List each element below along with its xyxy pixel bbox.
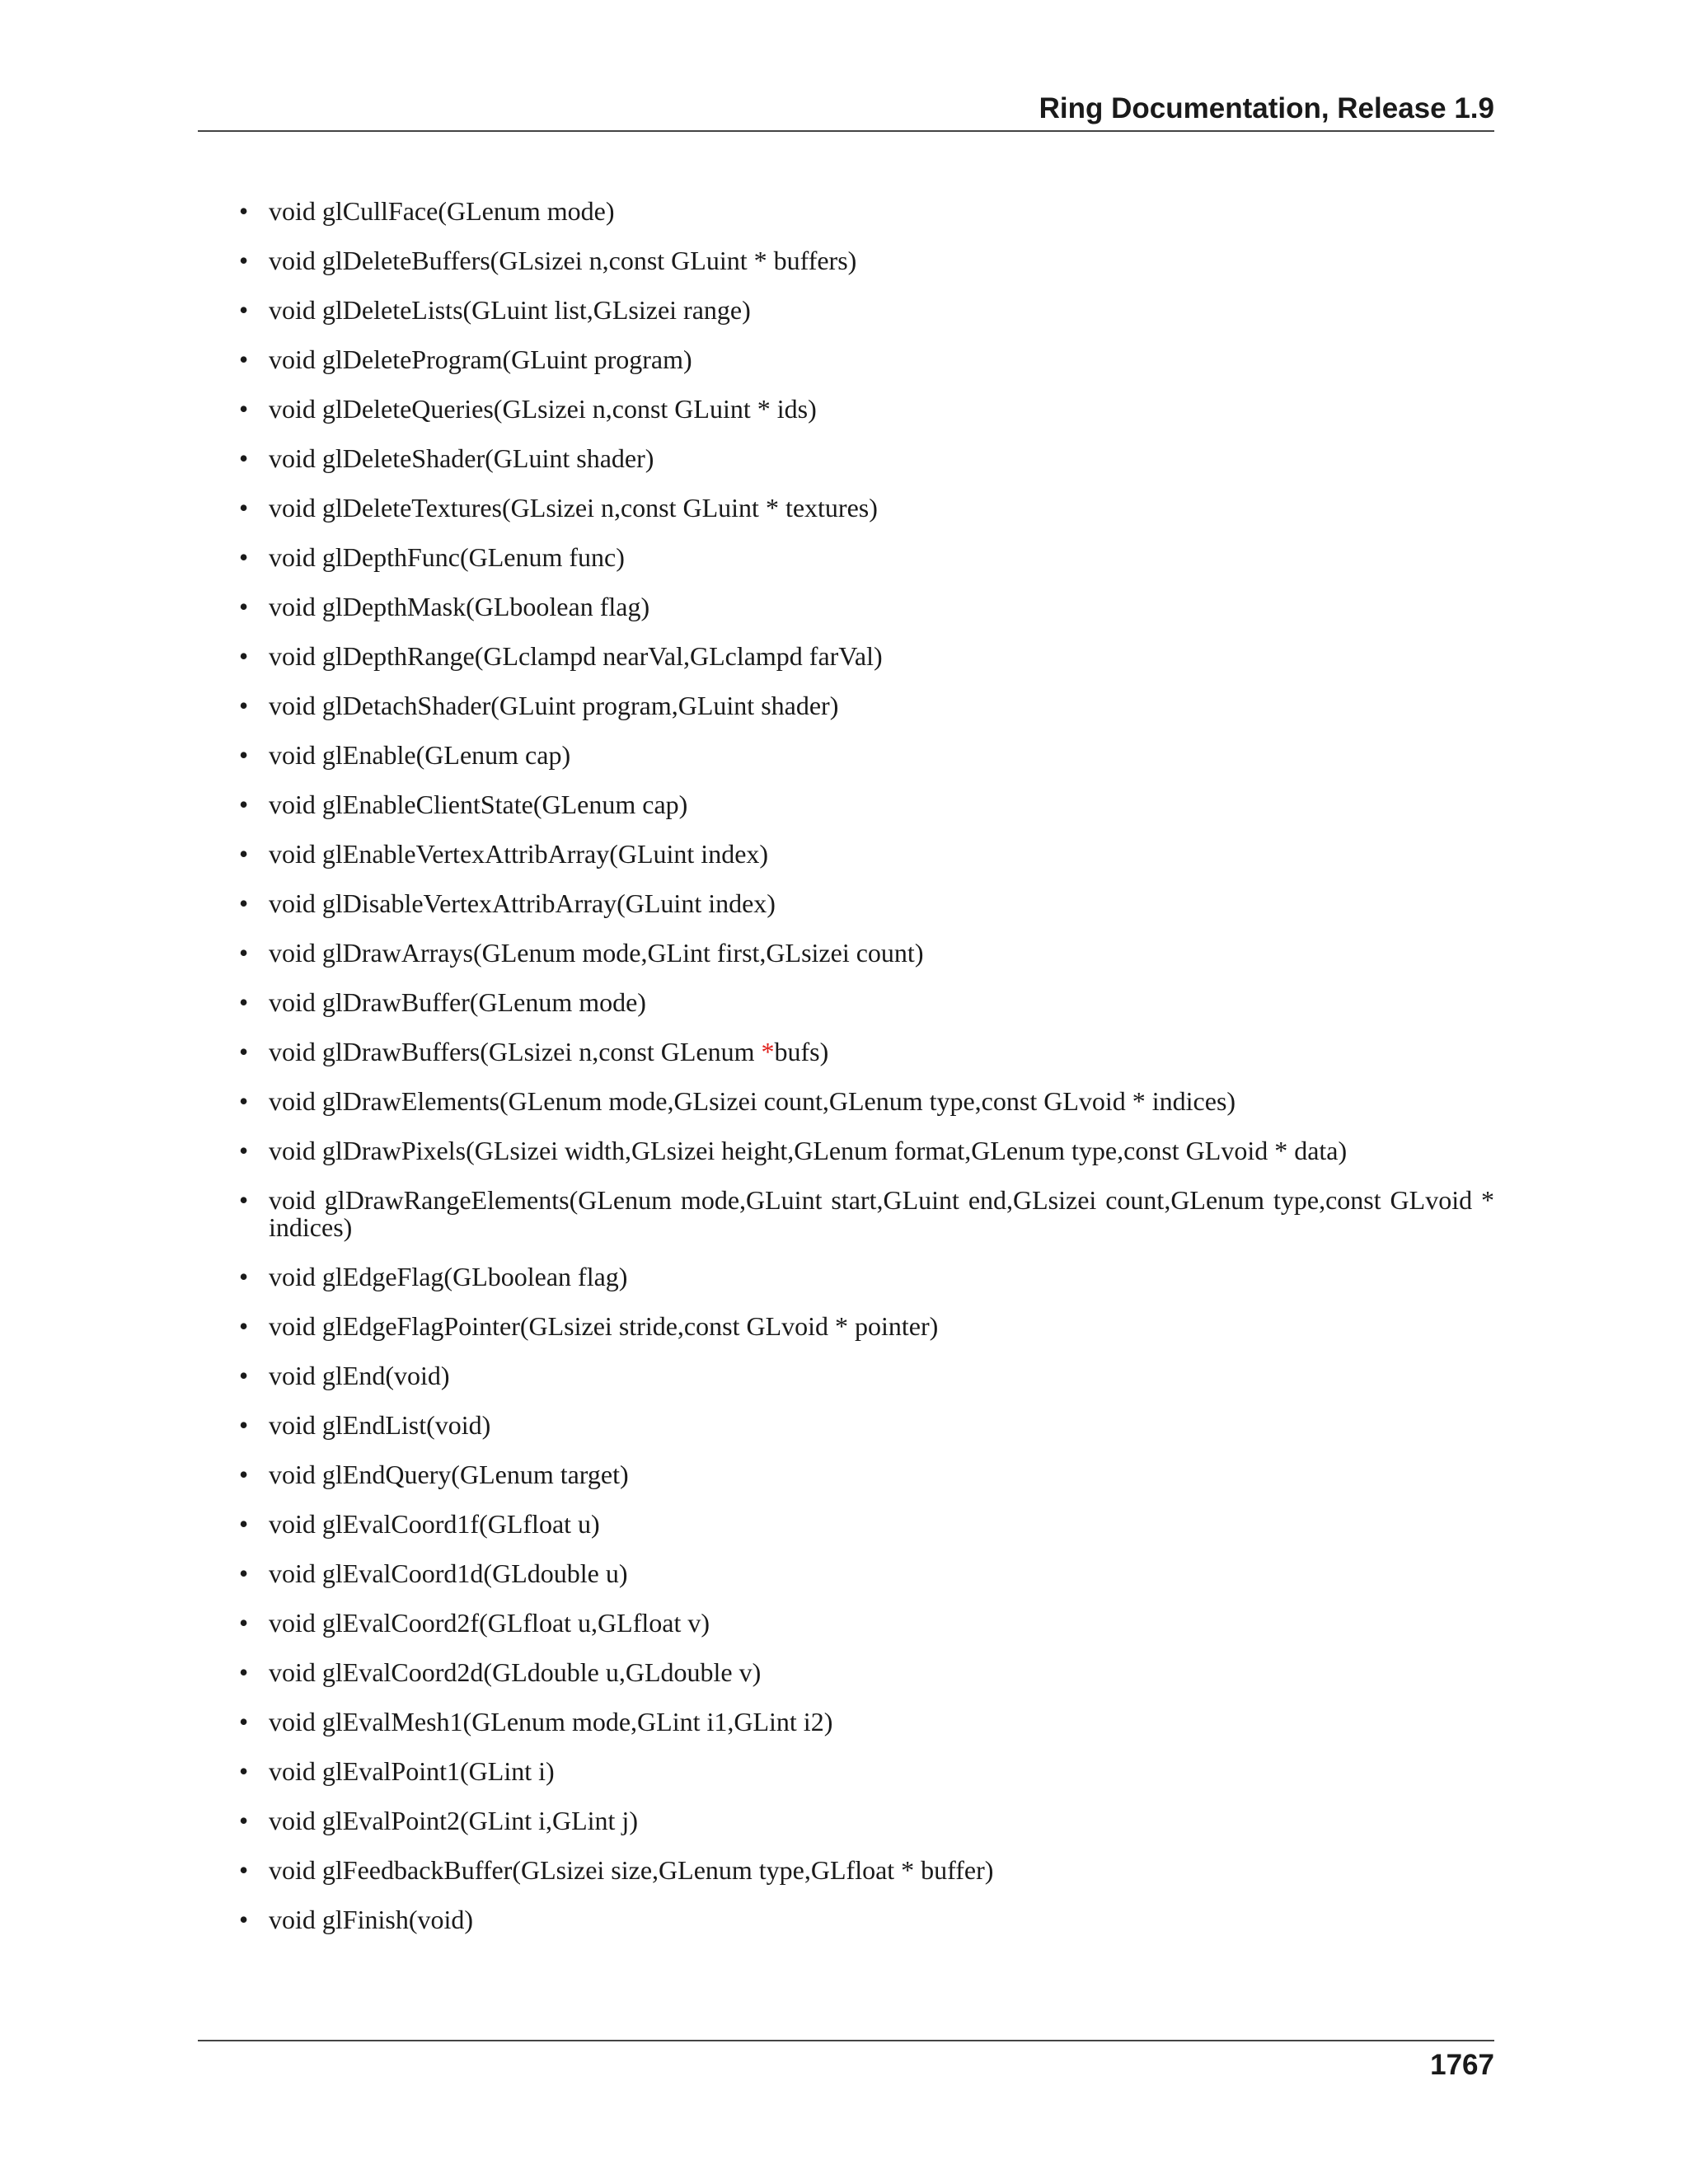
bullet-icon: • — [239, 443, 249, 473]
bullet-icon: • — [239, 1905, 249, 1934]
function-signature: void glEdgeFlag(GLboolean flag) — [269, 1262, 628, 1291]
bullet-icon: • — [239, 1185, 249, 1215]
function-signature: void glEvalMesh1(GLenum mode,GLint i1,GLint i2) — [269, 1707, 833, 1736]
list-item — [239, 1807, 1494, 1835]
function-signature: void glFinish(void) — [269, 1905, 474, 1934]
function-signature: void glEnableClientState(GLenum cap) — [269, 790, 688, 819]
bullet-icon: • — [239, 493, 249, 523]
bullet-icon: • — [239, 1311, 249, 1341]
function-signature: void glDetachShader(GLuint program,GLuint shader) — [269, 691, 839, 720]
list-item — [239, 1412, 1494, 1439]
bullet-icon: • — [239, 641, 249, 671]
list-item — [239, 692, 1494, 719]
bullet-icon: • — [239, 987, 249, 1017]
signature-part: void glDrawBuffers(GLsizei n,const GLenum — [269, 1037, 762, 1066]
list-item — [239, 1758, 1494, 1785]
list-item — [239, 1906, 1494, 1933]
bullet-icon: • — [239, 1136, 249, 1165]
bullet-icon: • — [239, 1657, 249, 1687]
bullet-icon: • — [239, 542, 249, 572]
function-signature: void glDeleteTextures(GLsizei n,const GLuint * textures) — [269, 493, 878, 523]
list-item — [239, 989, 1494, 1016]
function-signature: void glEndQuery(GLenum target) — [269, 1460, 629, 1489]
bullet-icon: • — [239, 839, 249, 869]
bullet-icon: • — [239, 1608, 249, 1638]
function-signature: void glEdgeFlagPointer(GLsizei stride,const GLvoid * pointer) — [269, 1311, 939, 1341]
list-item — [239, 1263, 1494, 1291]
list-item — [239, 1461, 1494, 1488]
list-item — [239, 445, 1494, 472]
list-item — [239, 1610, 1494, 1637]
bullet-icon: • — [239, 394, 249, 424]
function-signature: void glEnd(void) — [269, 1361, 450, 1390]
list-item — [239, 297, 1494, 324]
function-signature: void glDisableVertexAttribArray(GLuint index) — [269, 888, 776, 918]
bullet-icon: • — [239, 938, 249, 968]
bullet-icon: • — [239, 1855, 249, 1885]
function-signature: void glDepthRange(GLclampd nearVal,GLclampd farVal) — [269, 641, 883, 671]
list-item — [239, 643, 1494, 670]
bullet-icon: • — [239, 1460, 249, 1489]
bullet-icon: • — [239, 246, 249, 275]
running-header-title: Ring Documentation, Release 1.9 — [1039, 92, 1494, 124]
list-item — [239, 791, 1494, 818]
bullet-icon: • — [239, 1707, 249, 1736]
bullet-icon: • — [239, 295, 249, 325]
list-item — [239, 396, 1494, 423]
function-signature: void glEvalCoord2f(GLfloat u,GLfloat v) — [269, 1608, 710, 1638]
function-signature: void glEndList(void) — [269, 1410, 491, 1440]
function-signature: void glDepthFunc(GLenum func) — [269, 542, 625, 572]
function-signature: void glEvalPoint1(GLint i) — [269, 1756, 555, 1786]
function-signature: void glDeleteLists(GLuint list,GLsizei range) — [269, 295, 751, 325]
list-item — [239, 346, 1494, 373]
bullet-icon: • — [239, 1806, 249, 1835]
list-item — [239, 1187, 1494, 1241]
footer-divider — [198, 2040, 1494, 2041]
list-item — [239, 890, 1494, 917]
function-signature: void glDeleteShader(GLuint shader) — [269, 443, 654, 473]
list-item — [239, 841, 1494, 868]
list-item — [239, 1313, 1494, 1340]
list-item — [239, 1038, 1494, 1066]
function-signature — [269, 1037, 828, 1066]
function-signature: void glEvalCoord2d(GLdouble u,GLdouble v) — [269, 1657, 762, 1687]
list-item — [239, 1560, 1494, 1587]
list-item — [239, 198, 1494, 225]
list-item — [239, 1137, 1494, 1165]
function-signature: void glEnable(GLenum cap) — [269, 740, 571, 770]
function-signature: void glEnableVertexAttribArray(GLuint index) — [269, 839, 769, 869]
function-signature: void glDrawRangeElements(GLenum mode,GLuint start,GLuint end,GLsizei count,GLenum type,const GLvoid * indices) — [269, 1185, 1494, 1242]
bullet-icon: • — [239, 196, 249, 226]
list-item — [239, 1088, 1494, 1115]
bullet-icon: • — [239, 888, 249, 918]
bullet-icon: • — [239, 790, 249, 819]
list-item — [239, 544, 1494, 571]
function-signature: void glDepthMask(GLboolean flag) — [269, 592, 650, 621]
bullet-icon: • — [239, 740, 249, 770]
function-signature: void glDeleteProgram(GLuint program) — [269, 344, 692, 374]
function-signature: void glDeleteBuffers(GLsizei n,const GLuint * buffers) — [269, 246, 857, 275]
list-item — [239, 1857, 1494, 1884]
list-item — [239, 742, 1494, 769]
function-signature: void glDrawPixels(GLsizei width,GLsizei height,GLenum format,GLenum type,const GLvoid * data) — [269, 1136, 1348, 1165]
bullet-icon: • — [239, 344, 249, 374]
list-item — [239, 1362, 1494, 1390]
list-item — [239, 1708, 1494, 1736]
list-item — [239, 1659, 1494, 1686]
header-divider — [198, 130, 1494, 132]
bullet-icon: • — [239, 1262, 249, 1291]
bullet-icon: • — [239, 1410, 249, 1440]
bullet-icon: • — [239, 1361, 249, 1390]
list-item — [239, 940, 1494, 967]
function-signature: void glDrawElements(GLenum mode,GLsizei count,GLenum type,const GLvoid * indices) — [269, 1086, 1236, 1116]
function-signature: void glEvalCoord1d(GLdouble u) — [269, 1558, 628, 1588]
function-signature: void glCullFace(GLenum mode) — [269, 196, 615, 226]
function-signature: void glEvalPoint2(GLint i,GLint j) — [269, 1806, 638, 1835]
function-signature: void glFeedbackBuffer(GLsizei size,GLenum type,GLfloat * buffer) — [269, 1855, 994, 1885]
function-signature: void glDeleteQueries(GLsizei n,const GLuint * ids) — [269, 394, 817, 424]
function-signature: void glEvalCoord1f(GLfloat u) — [269, 1509, 600, 1539]
page-number: 1767 — [1430, 2049, 1494, 2081]
bullet-icon: • — [239, 1558, 249, 1588]
bullet-icon: • — [239, 1037, 249, 1066]
list-item — [239, 494, 1494, 522]
bullet-icon: • — [239, 1756, 249, 1786]
highlighted-asterisk: * — [761, 1037, 775, 1066]
list-item — [239, 593, 1494, 621]
bullet-icon: • — [239, 1509, 249, 1539]
bullet-icon: • — [239, 691, 249, 720]
bullet-icon: • — [239, 592, 249, 621]
signature-part: bufs) — [774, 1037, 829, 1066]
list-item — [239, 247, 1494, 274]
list-item — [239, 1511, 1494, 1538]
function-signature: void glDrawBuffer(GLenum mode) — [269, 987, 646, 1017]
function-signature: void glDrawArrays(GLenum mode,GLint first,GLsizei count) — [269, 938, 924, 968]
bullet-icon: • — [239, 1086, 249, 1116]
function-signature-list — [239, 198, 1494, 1956]
